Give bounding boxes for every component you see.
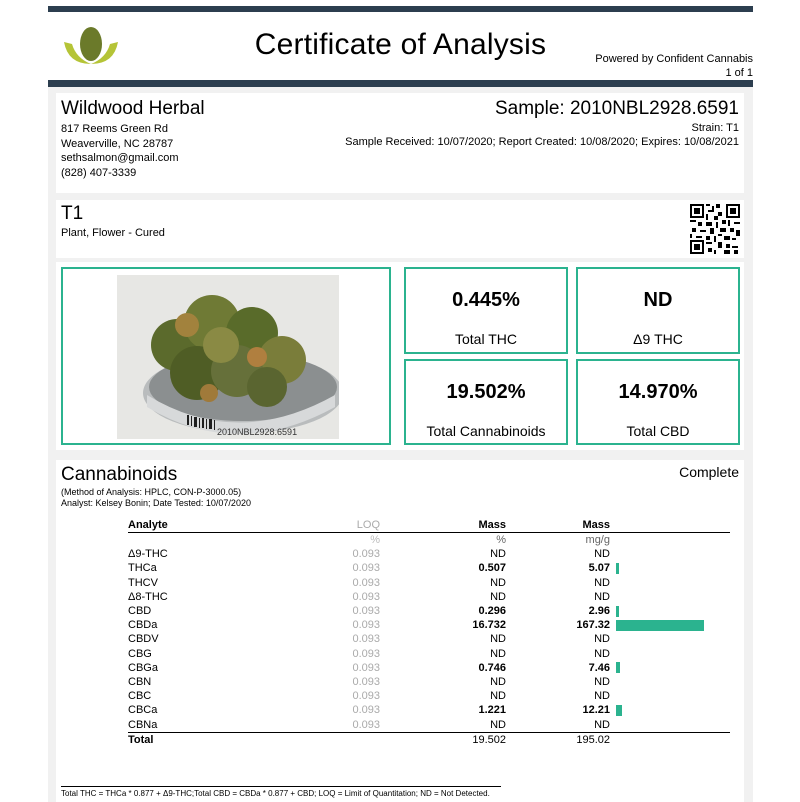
analyte-mass-pct: ND — [490, 676, 506, 689]
analyte-mass-pct: ND — [490, 647, 506, 660]
qr-code-icon — [690, 204, 740, 254]
table-row — [128, 547, 730, 561]
table-total-row — [128, 732, 730, 747]
sample-id: Sample: 2010NBL2928.6591 — [494, 98, 739, 119]
analyte-mass-pct: ND — [490, 590, 506, 603]
stat-total-cbd-label: Total CBD — [626, 423, 690, 439]
header-mass-pct: Mass — [380, 518, 506, 533]
analyte-name: CBGa — [128, 661, 158, 674]
analyte-mass-mgg: 2.96 — [588, 605, 610, 618]
cannabinoids-status: Complete — [679, 464, 739, 480]
unit-mass-mgg: mg/g — [585, 534, 610, 546]
table-row — [128, 604, 730, 618]
method-of-analysis: (Method of Analysis: HPLC, CON-P-3000.05) — [61, 487, 242, 497]
table-units-row — [128, 533, 730, 548]
analyte-loq: 0.093 — [352, 704, 380, 717]
analyte-mass-pct: 1.221 — [478, 704, 506, 717]
sample-photo-frame — [61, 267, 391, 445]
header-loq: LOQ — [300, 518, 380, 533]
analyte-mass-mgg: ND — [594, 647, 610, 660]
analyte-loq: 0.093 — [352, 633, 380, 646]
analyte-loq: 0.093 — [352, 690, 380, 703]
analyte-mass-pct: 0.507 — [478, 562, 506, 575]
table-row — [128, 703, 730, 717]
header-rule — [48, 80, 753, 87]
sample-photo-label: 2010NBL2928.6591 — [217, 427, 298, 437]
analyte-name: CBNa — [128, 718, 158, 731]
analyte-mass-pct: ND — [490, 718, 506, 731]
analyte-mass-mgg: ND — [594, 690, 610, 703]
analyte-bar-cell — [610, 703, 730, 717]
analyte-mass-mgg: ND — [594, 590, 610, 603]
stat-d9-thc — [576, 267, 740, 354]
analyte-bar-cell — [610, 647, 730, 661]
analyte-name: CBCa — [128, 704, 158, 717]
table-row — [128, 576, 730, 590]
stat-total-cannabinoids — [404, 359, 568, 445]
lab-address — [61, 122, 179, 180]
unit-mass-pct: % — [496, 534, 506, 546]
total-mass-pct: 19.502 — [380, 732, 506, 747]
stat-total-thc-label: Total THC — [455, 331, 517, 347]
analyte-name: Δ9-THC — [128, 548, 168, 561]
method-info — [61, 487, 251, 509]
product-panel — [56, 200, 744, 258]
table-row — [128, 689, 730, 703]
analyte-loq: 0.093 — [352, 576, 380, 589]
analyte-loq: 0.093 — [352, 676, 380, 689]
stat-d9-thc-value: ND — [643, 289, 673, 311]
page-number: 1 of 1 — [725, 67, 753, 79]
analyte-name: CBD — [128, 605, 152, 618]
analyte-bar-cell — [610, 576, 730, 590]
unit-loq: % — [370, 534, 380, 546]
total-bar — [610, 732, 730, 747]
analyte-bar-cell — [610, 618, 730, 632]
analyte-name: CBG — [128, 647, 152, 660]
analyte-mass-mgg: ND — [594, 633, 610, 646]
header-analyte: Analyte — [128, 518, 300, 533]
report-header — [48, 12, 753, 82]
table-row — [128, 561, 730, 575]
table-row — [128, 618, 730, 632]
total-loq — [300, 732, 380, 747]
header-bar — [610, 518, 730, 533]
lab-address-line1: 817 Reems Green Rd — [61, 123, 168, 135]
analyte-mass-mgg: 7.46 — [588, 661, 610, 674]
analyte-mass-mgg: 5.07 — [588, 562, 610, 575]
analyte-loq: 0.093 — [352, 562, 380, 575]
stat-total-cbd-value: 14.970% — [618, 381, 698, 403]
sample-photo — [117, 275, 339, 439]
footnote: Total THC = THCa * 0.877 + Δ9-THC;Total CBD = CBDa * 0.877 + CBD; LOQ = Limit of Quantitation; ND = Not Detected. — [61, 789, 490, 798]
analyte-mass-mgg: 167.32 — [576, 619, 610, 632]
powered-by-text: Powered by Confident Cannabis — [595, 53, 753, 65]
analyte-loq: 0.093 — [352, 647, 380, 660]
cannabinoids-title: Cannabinoids — [61, 464, 178, 485]
sample-dates: Sample Received: 10/07/2020; Report Created: 10/08/2020; Expires: 10/08/2021 — [345, 136, 739, 148]
analyst-info: Analyst: Kelsey Bonin; Date Tested: 10/07/2020 — [61, 498, 251, 508]
lab-email: sethsalmon@gmail.com — [61, 152, 179, 164]
footnote-rule — [61, 786, 501, 787]
analyte-bar-cell — [610, 689, 730, 703]
stat-d9-thc-label: Δ9 THC — [633, 331, 683, 347]
table-row — [128, 632, 730, 646]
analyte-loq: 0.093 — [352, 605, 380, 618]
analyte-mass-pct: 0.746 — [478, 661, 506, 674]
analyte-mass-pct: ND — [490, 576, 506, 589]
analyte-bar-cell — [610, 604, 730, 618]
analyte-bar-cell — [610, 561, 730, 575]
analyte-bar-cell — [610, 590, 730, 604]
analyte-name: THCV — [128, 576, 158, 589]
stat-total-thc — [404, 267, 568, 354]
analyte-name: THCa — [128, 562, 157, 575]
analyte-name: CBC — [128, 690, 152, 703]
analyte-bar — [616, 705, 622, 716]
lab-address-line2: Weaverville, NC 28787 — [61, 137, 174, 150]
analyte-loq: 0.093 — [352, 590, 380, 603]
analyte-mass-mgg: ND — [594, 676, 610, 689]
lab-phone: (828) 407-3339 — [61, 166, 137, 179]
stat-total-cannabinoids-value: 19.502% — [446, 381, 526, 403]
cannabinoids-table — [128, 518, 730, 747]
analyte-bar-cell — [610, 661, 730, 675]
stat-total-thc-value: 0.445% — [452, 289, 520, 311]
analyte-loq: 0.093 — [352, 548, 380, 561]
analyte-mass-pct: ND — [490, 548, 506, 561]
analyte-loq: 0.093 — [352, 718, 380, 731]
sample-strain: Strain: T1 — [691, 122, 739, 134]
header-mass-mgg: Mass — [506, 518, 610, 533]
stat-total-cannabinoids-label: Total Cannabinoids — [426, 423, 546, 439]
table-row — [128, 675, 730, 689]
analyte-loq: 0.093 — [352, 619, 380, 632]
analyte-mass-mgg: ND — [594, 548, 610, 561]
analyte-name: Δ8-THC — [128, 590, 168, 603]
lab-info-panel — [56, 93, 744, 193]
analyte-mass-pct: 0.296 — [478, 605, 506, 618]
analyte-bar — [616, 620, 704, 631]
analyte-name: CBDV — [128, 633, 159, 646]
analyte-mass-mgg: 12.21 — [582, 704, 610, 717]
analyte-bar — [616, 563, 619, 574]
analyte-bar-cell — [610, 547, 730, 561]
analyte-loq: 0.093 — [352, 661, 380, 674]
analyte-mass-pct: 16.732 — [472, 619, 506, 632]
table-row — [128, 718, 730, 733]
table-row — [128, 590, 730, 604]
analyte-mass-mgg: ND — [594, 718, 610, 731]
analyte-name: CBDa — [128, 619, 158, 632]
table-row — [128, 647, 730, 661]
total-label: Total — [128, 732, 300, 747]
analyte-mass-pct: ND — [490, 690, 506, 703]
total-mass-mgg: 195.02 — [506, 732, 610, 747]
analyte-mass-pct: ND — [490, 633, 506, 646]
product-name: T1 — [61, 203, 84, 224]
analyte-bar-cell — [610, 675, 730, 689]
table-header-row — [128, 518, 730, 533]
summary-panel — [56, 262, 744, 450]
analyte-bar-cell — [610, 632, 730, 646]
lab-name: Wildwood Herbal — [61, 98, 205, 119]
table-row — [128, 661, 730, 675]
analyte-bar — [616, 606, 619, 617]
stat-total-cbd — [576, 359, 740, 445]
analyte-name: CBN — [128, 676, 152, 689]
analyte-bar — [616, 662, 620, 673]
report-title: Certificate of Analysis — [254, 28, 547, 61]
cannabinoids-panel — [56, 460, 744, 802]
analyte-mass-mgg: ND — [594, 576, 610, 589]
analyte-bar-cell — [610, 718, 730, 733]
powered-by — [595, 52, 753, 80]
product-type: Plant, Flower - Cured — [61, 227, 165, 239]
